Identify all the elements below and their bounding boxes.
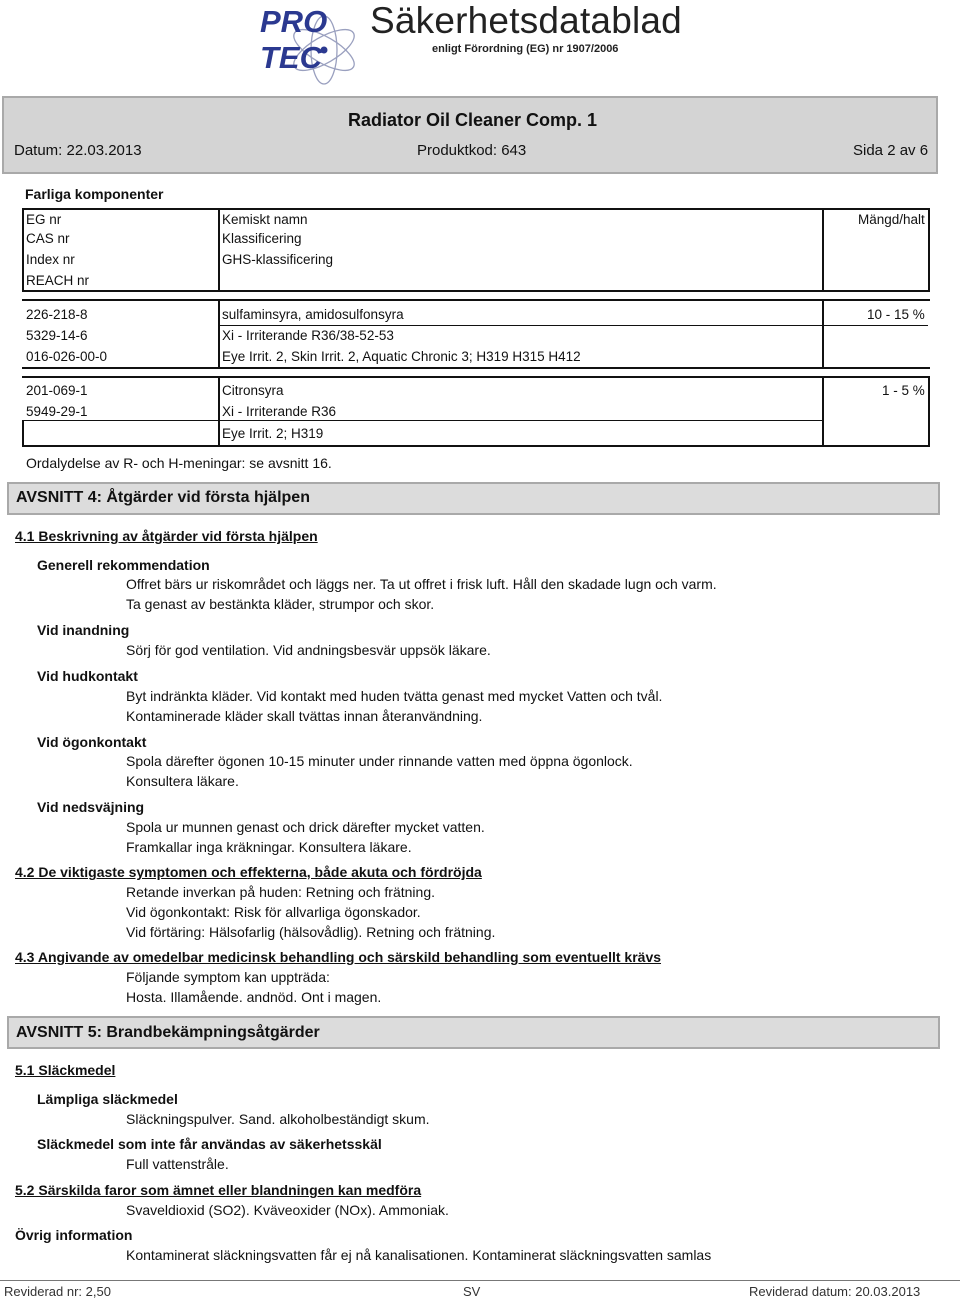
revision-date: Reviderad datum: 20.03.2013 [749,1284,921,1299]
row1-cas-nr: 5329-14-6 [26,328,88,343]
eye-contact-label: Vid ögonkontakt [37,734,147,750]
suitable-media-label: Lämpliga släckmedel [37,1091,178,1107]
eye-contact-line1: Spola därefter ögonen 10-15 minuter under rinnande vatten med öppna ögonlock. [126,753,633,769]
table-rule [218,325,822,326]
components-heading: Farliga komponenter [25,186,164,202]
subsection-5-2: 5.2 Särskilda faror som ämnet eller blandningen kan medföra [15,1182,422,1198]
skin-contact-line2: Kontaminerade kläder skall tvättas innan återanvändning. [126,708,483,724]
logo-text-tec: TEC [260,40,322,75]
inhalation-line1: Sörj för god ventilation. Vid andningsbesvär uppsök läkare. [126,642,491,658]
subsection-5-1: 5.1 Släckmedel [15,1062,116,1078]
table-rule [22,445,930,447]
table-rule [22,420,24,447]
ingestion-line2: Framkallar inga kräkningar. Konsultera läkare. [126,839,412,855]
protec-logo [258,2,368,92]
row2-ghs: Eye Irrit. 2; H319 [222,426,324,441]
table-rule [822,325,928,326]
table-rule [22,208,930,210]
footer-divider [0,1280,960,1281]
row1-amount: 10 - 15 % [867,307,925,322]
table-rule [218,376,220,447]
other-info-label: Övrig information [15,1227,133,1243]
section5-title: AVSNITT 5: Brandbekämpningsåtgärder [16,1024,320,1041]
product-name: Radiator Oil Cleaner Comp. 1 [348,110,598,130]
table-rule [928,376,930,447]
table-rule [22,299,930,301]
general-recommendation-label: Generell rekommendation [37,557,210,573]
header-reach-nr: REACH nr [26,273,90,288]
treatment-line2: Hosta. Illamående. andnöd. Ont i magen. [126,989,382,1005]
treatment-line1: Följande symptom kan uppträda: [126,969,330,985]
table-rule [22,290,930,292]
product-code: Produktkod: 643 [417,142,527,159]
inhalation-label: Vid inandning [37,622,130,638]
header-ghs-classification: GHS-klassificering [222,252,334,267]
unsuitable-media-label: Släckmedel som inte får användas av säkerhetsskäl [37,1136,382,1152]
other-info-text: Kontaminerat släckningsvatten får ej nå kanalisationen. Kontaminerat släckningsvatten samlas [126,1247,712,1263]
table-rule [218,208,220,292]
skin-contact-line1: Byt indränkta kläder. Vid kontakt med huden tvätta genast med mycket Vatten och tvål. [126,688,663,704]
section4-title: AVSNITT 4: Åtgärder vid första hjälpen [16,489,310,506]
header-index-nr: Index nr [26,252,75,267]
symptoms-line1: Retande inverkan på huden: Retning och frätning. [126,884,435,900]
table-rule [22,208,24,292]
unsuitable-media-text: Full vattenstråle. [126,1156,229,1172]
row1-index-nr: 016-026-00-0 [26,349,108,364]
row1-classification: Xi - Irriterande R36/38-52-53 [222,328,394,343]
r-h-phrases-note: Ordalydelse av R- och H-meningar: se avsnitt 16. [26,455,332,471]
general-recommendation-line1: Offret bärs ur riskområdet och läggs ner. Ta ut offret i frisk luft. Håll den skadade lugn och varm. [126,576,717,592]
document-title: Säkerhetsdatablad [370,0,682,41]
document-subtitle: enligt Förordning (EG) nr 1907/2006 [432,43,619,55]
subsection-4-2: 4.2 De viktigaste symptomen och effekterna, både akuta och fördröjda [15,864,482,880]
header-eg-nr: EG nr [26,212,62,227]
row1-ghs: Eye Irrit. 2, Skin Irrit. 2, Aquatic Chronic 3; H319 H315 H412 [222,349,581,364]
language-code: SV [463,1284,481,1299]
header-amount: Mängd/halt [858,212,925,227]
row2-eg-nr: 201-069-1 [26,383,88,398]
table-rule [218,299,220,369]
ingestion-line1: Spola ur munnen genast och drick därefter mycket vatten. [126,819,485,835]
suitable-media-text: Släckningspulver. Sand. alkoholbeständigt skum. [126,1111,430,1127]
row2-classification: Xi - Irriterande R36 [222,404,337,419]
eye-contact-line2: Konsultera läkare. [126,773,239,789]
skin-contact-label: Vid hudkontakt [37,668,138,684]
row1-chemical-name: sulfaminsyra, amidosulfonsyra [222,307,404,322]
table-rule [22,420,218,421]
subsection-4-1: 4.1 Beskrivning av åtgärder vid första hjälpen [15,528,318,544]
header-classification: Klassificering [222,231,302,246]
page-number: Sida 2 av 6 [853,142,929,159]
symptoms-line3: Vid förtäring: Hälsofarlig (hälsovådlig). Retning och frätning. [126,924,496,940]
table-rule [822,376,824,447]
issue-date: Datum: 22.03.2013 [14,142,142,159]
special-hazards-text: Svaveldioxid (SO2). Kväveoxider (NOx). Ammoniak. [126,1202,449,1218]
row2-chemical-name: Citronsyra [222,383,284,398]
logo-text-pro: PRO [260,4,328,39]
table-rule [928,208,930,292]
revision-number: Reviderad nr: 2,50 [4,1284,111,1299]
table-rule [22,376,930,378]
general-recommendation-line2: Ta genast av bestänkta kläder, strumpor och skor. [126,596,435,612]
product-info-bar [2,96,938,174]
table-rule [22,367,930,369]
subsection-4-3: 4.3 Angivande av omedelbar medicinsk behandling och särskild behandling som eventuellt krävs [15,949,662,965]
table-rule [218,420,822,421]
ingestion-label: Vid nedsväjning [37,799,145,815]
table-rule [822,299,824,369]
header-cas-nr: CAS nr [26,231,70,246]
table-rule [822,208,824,292]
row2-cas-nr: 5949-29-1 [26,404,88,419]
header-chemical-name: Kemiskt namn [222,212,308,227]
row2-amount: 1 - 5 % [882,383,925,398]
row1-eg-nr: 226-218-8 [26,307,88,322]
symptoms-line2: Vid ögonkontakt: Risk för allvarliga ögonskador. [126,904,421,920]
